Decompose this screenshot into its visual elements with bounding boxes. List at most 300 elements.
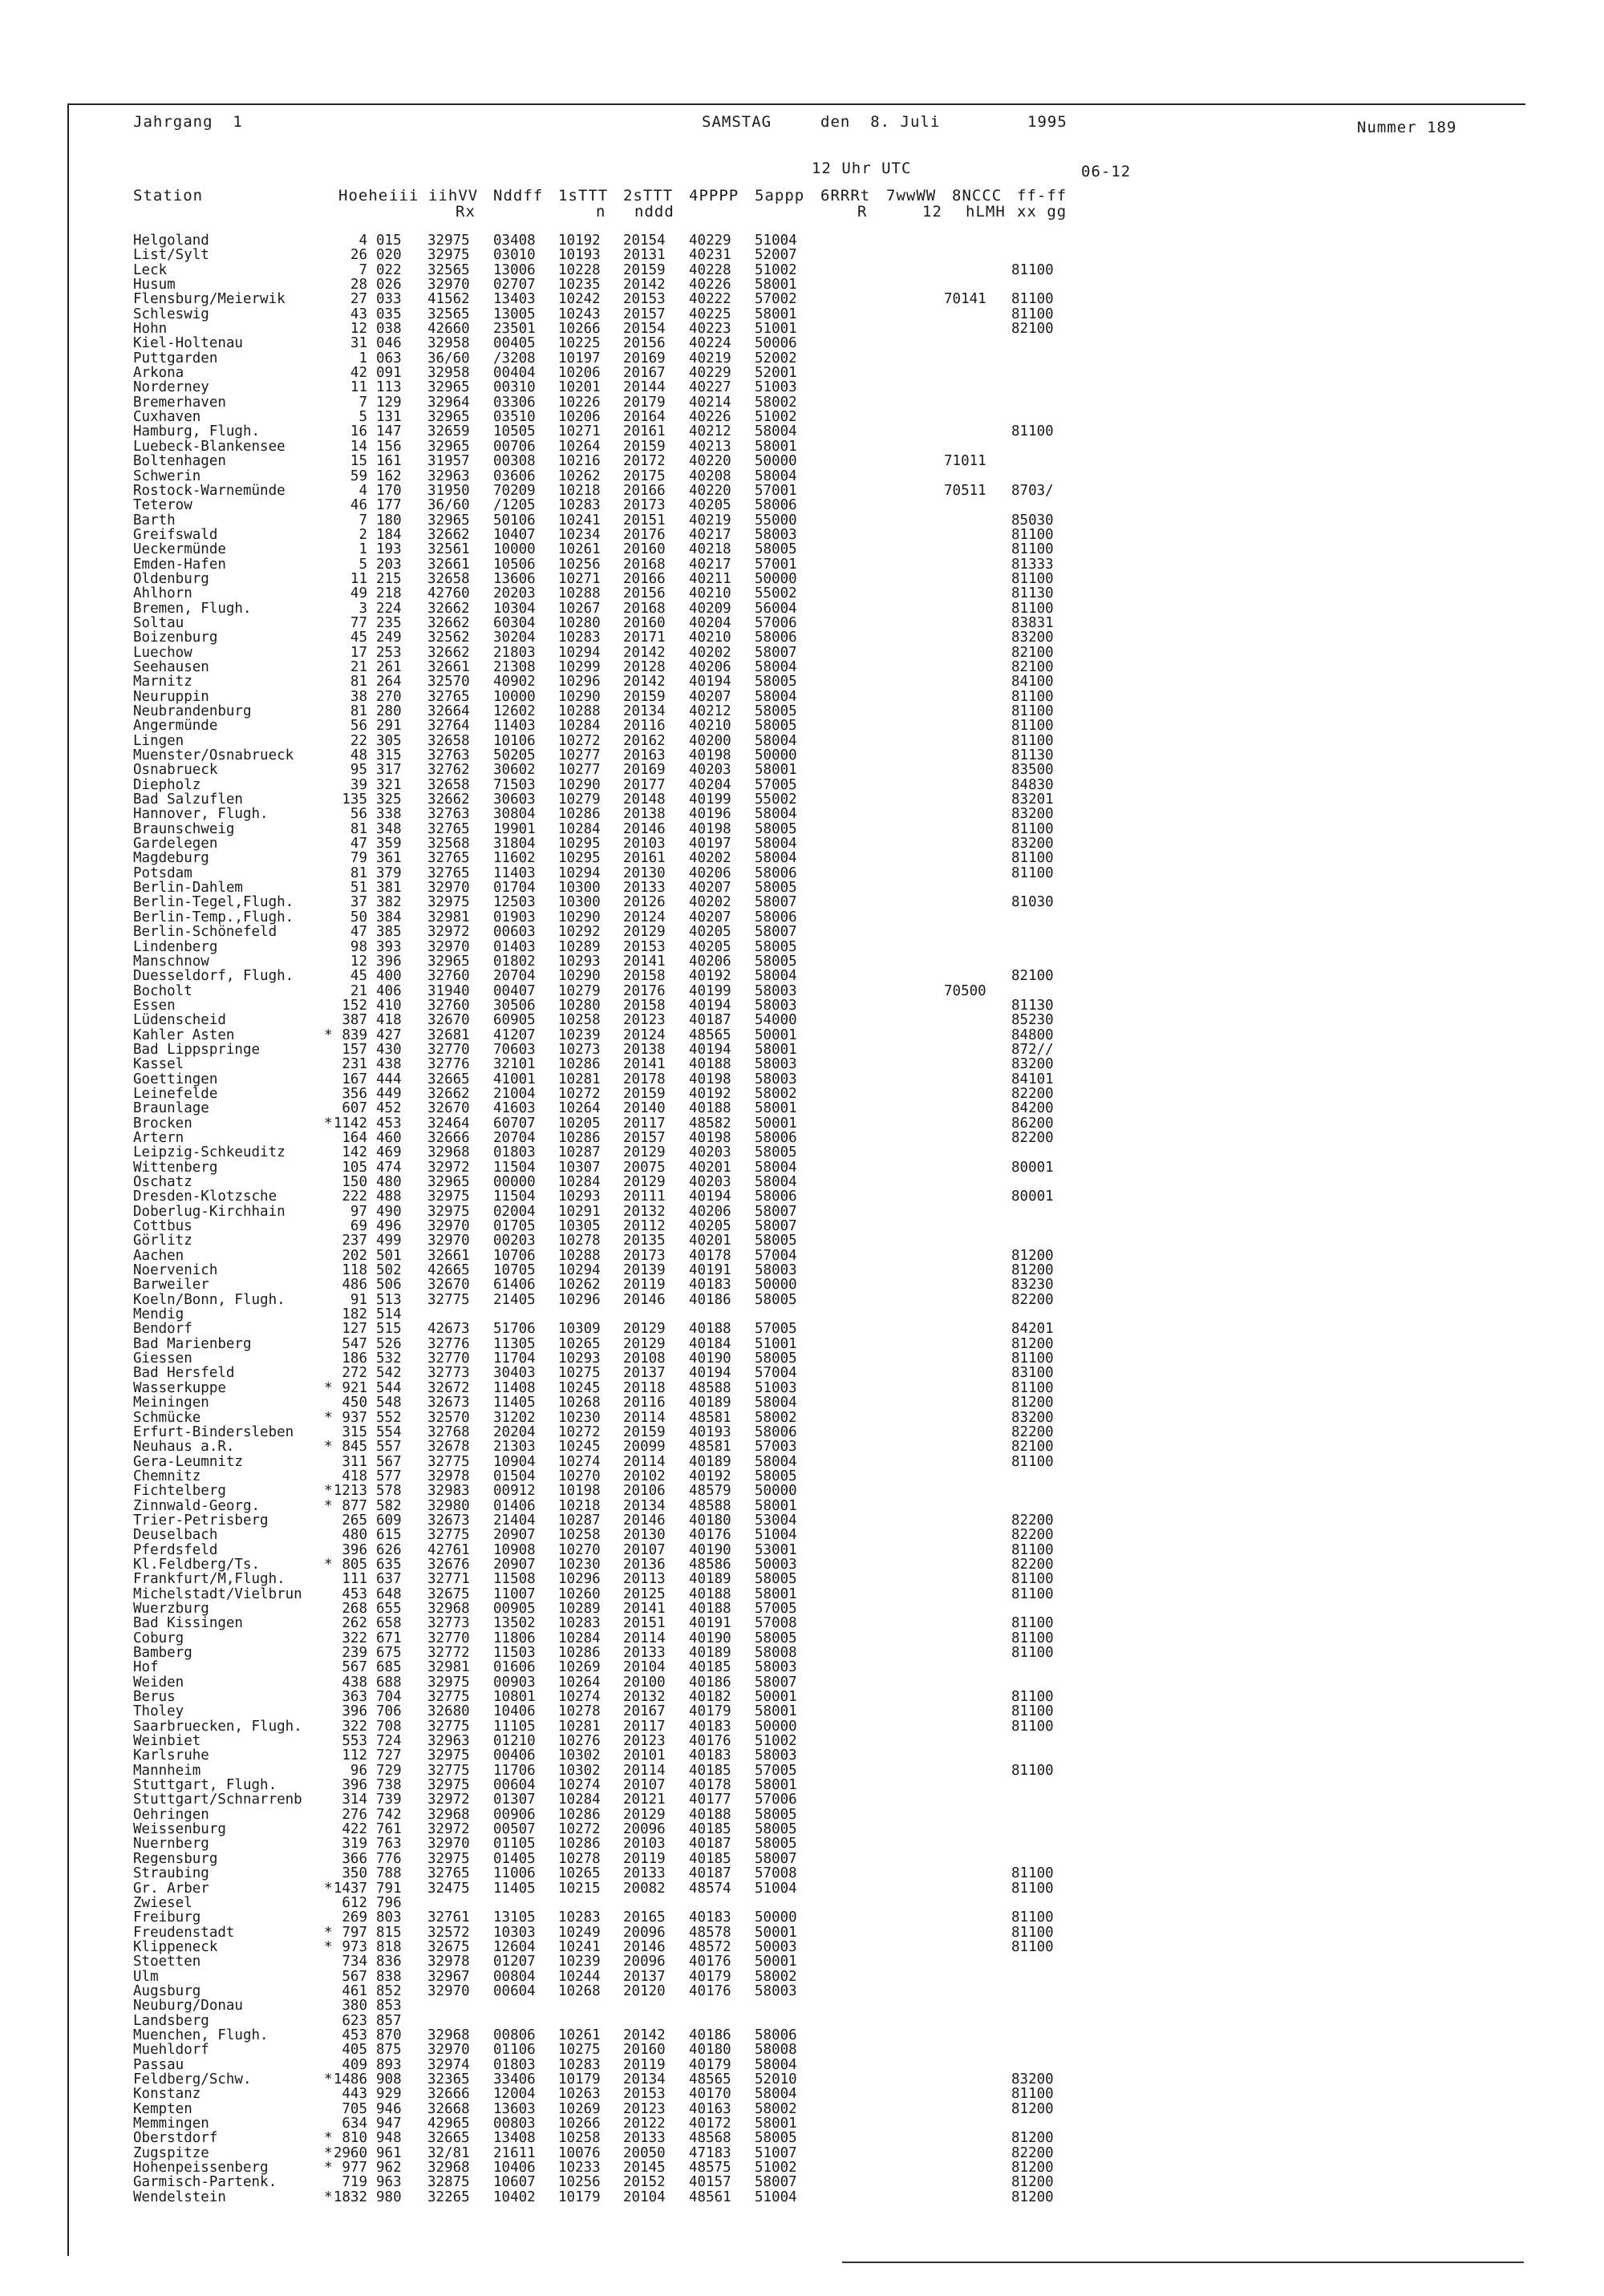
temp-2sttt: 20133	[623, 1645, 666, 1661]
temp-2sttt: 20165	[623, 1909, 666, 1926]
hoehe-value: 734	[342, 1954, 367, 1970]
temp-2sttt: 20114	[623, 1409, 666, 1426]
nddff-value: 32101	[493, 1056, 536, 1073]
station-name: Deuselbach	[133, 1527, 218, 1544]
temp-1sttt: 10241	[558, 1938, 601, 1955]
hoehe-value: 142	[342, 1144, 367, 1161]
clouds-8nccc: 81030	[1011, 894, 1054, 911]
pressure-4pppp: 40205	[689, 924, 731, 941]
pressure-4pppp: 40217	[689, 556, 731, 573]
station-name: Osnabrueck	[133, 762, 218, 779]
temp-2sttt: 20137	[623, 1968, 666, 1985]
temp-1sttt: 10258	[558, 1012, 601, 1029]
hoehe-value: 553	[342, 1733, 367, 1750]
hoehe-value: 453	[342, 1585, 367, 1602]
tendency-5appp: 58001	[755, 306, 797, 322]
station-name: Oehringen	[133, 1806, 209, 1823]
nddff-value: 11105	[493, 1718, 536, 1735]
temp-2sttt: 20142	[623, 277, 666, 294]
tendency-5appp: 58001	[755, 1497, 797, 1514]
nddff-value: 00000	[493, 1174, 536, 1190]
nddff-value: 00406	[493, 1747, 536, 1764]
temp-1sttt: 10216	[558, 453, 601, 470]
pressure-4pppp: 48578	[689, 1924, 731, 1941]
nddff-value: 12503	[493, 894, 536, 911]
nddff-value: 11405	[493, 1395, 536, 1411]
nddff-value: 21405	[493, 1291, 536, 1308]
temp-2sttt: 20157	[623, 1129, 666, 1146]
nddff-value: 00806	[493, 2027, 536, 2043]
hoehe-value: 977	[342, 2160, 367, 2177]
iihvv-value: 32968	[427, 1600, 470, 1617]
station-name: Potsdam	[133, 865, 192, 881]
hoehe-value: 4	[358, 482, 367, 499]
hoehe-value: 164	[342, 1129, 367, 1146]
pressure-4pppp: 40198	[689, 1071, 731, 1087]
station-number: 321	[376, 776, 402, 793]
clouds-8nccc: 81200	[1011, 2160, 1054, 2177]
pressure-4pppp: 40219	[689, 512, 731, 528]
temp-1sttt: 10300	[558, 880, 601, 897]
iihvv-value: 32570	[427, 1409, 470, 1426]
temp-2sttt: 20108	[623, 1350, 666, 1367]
temp-2sttt: 20171	[623, 630, 666, 646]
tendency-5appp: 50003	[755, 1938, 797, 1955]
station-name: Neuhaus a.R.	[133, 1439, 235, 1456]
station-name: Wittenberg	[133, 1159, 218, 1176]
pressure-4pppp: 40202	[689, 644, 731, 661]
hoehe-value: 810	[342, 2130, 367, 2147]
pressure-4pppp: 48581	[689, 1439, 731, 1456]
temp-2sttt: 20133	[623, 1865, 666, 1882]
temp-1sttt: 10278	[558, 1233, 601, 1249]
temp-1sttt: 10268	[558, 1395, 601, 1411]
station-name: Manschnow	[133, 953, 209, 970]
nddff-value: 12004	[493, 2086, 536, 2103]
pressure-4pppp: 40212	[689, 703, 731, 719]
station-name: Trier-Petrisberg	[133, 1512, 269, 1529]
tendency-5appp: 58005	[755, 718, 797, 735]
temp-2sttt: 20146	[623, 1291, 666, 1308]
nddff-value: 00603	[493, 924, 536, 941]
temp-1sttt: 10269	[558, 2100, 601, 2117]
temp-1sttt: 10281	[558, 1718, 601, 1735]
hoehe-value: 1486	[333, 2071, 367, 2087]
iihvv-value: 32983	[427, 1483, 470, 1500]
hoehe-value: 28	[350, 277, 367, 294]
temp-1sttt: 10268	[558, 1982, 601, 1999]
iihvv-value: 32775	[427, 1762, 470, 1779]
nddff-value: 10000	[493, 688, 536, 705]
hoehe-value: 272	[342, 1365, 367, 1382]
pressure-4pppp: 48568	[689, 2130, 731, 2147]
station-number: 385	[376, 924, 402, 941]
station-name: Koeln/Bonn, Flugh.	[133, 1291, 286, 1308]
hoehe-value: 21	[350, 982, 367, 999]
station-number: 803	[376, 1909, 402, 1926]
iihvv-value: 32972	[427, 924, 470, 941]
station-number: 382	[376, 894, 402, 911]
nddff-value: 01406	[493, 1497, 536, 1514]
temp-1sttt: 10286	[558, 1836, 601, 1853]
station-number: 501	[376, 1247, 402, 1264]
temp-1sttt: 10299	[558, 658, 601, 675]
hoehe-value: 797	[342, 1924, 367, 1941]
hoehe-value: 31	[350, 335, 367, 352]
station-name: Berlin-Schönefeld	[133, 924, 277, 941]
pressure-4pppp: 40210	[689, 585, 731, 602]
temp-2sttt: 20125	[623, 1585, 666, 1602]
hoehe-value: 1437	[333, 1880, 367, 1897]
iihvv-value: 32568	[427, 836, 470, 852]
pressure-4pppp: 40179	[689, 2056, 731, 2073]
clouds-8nccc: 83200	[1011, 2071, 1054, 2087]
tendency-5appp: 58004	[755, 688, 797, 705]
station-number: 253	[376, 644, 402, 661]
station-name: Landsberg	[133, 2012, 209, 2029]
clouds-8nccc: 81100	[1011, 703, 1054, 719]
clouds-8nccc: 8703/	[1011, 482, 1054, 499]
tendency-5appp: 57001	[755, 482, 797, 499]
iihvv-value: 32970	[427, 1218, 470, 1235]
temp-2sttt: 20121	[623, 1792, 666, 1808]
nddff-value: 19901	[493, 820, 536, 837]
nddff-value: 11403	[493, 865, 536, 881]
pressure-4pppp: 40176	[689, 1982, 731, 1999]
nddff-value: 01106	[493, 2042, 536, 2059]
nddff-value: 11403	[493, 718, 536, 735]
temp-1sttt: 10292	[558, 924, 601, 941]
clouds-8nccc: 83500	[1011, 762, 1054, 779]
hoehe-value: 268	[342, 1600, 367, 1617]
station-number: 727	[376, 1747, 402, 1764]
iihvv-value: 32561	[427, 541, 470, 558]
nddff-value: 21308	[493, 658, 536, 675]
sub-r: R	[857, 203, 868, 221]
iihvv-value: 32972	[427, 1821, 470, 1838]
temp-2sttt: 20133	[623, 2130, 666, 2147]
nddff-value: 03010	[493, 247, 536, 264]
mountain-marker: *	[324, 2160, 333, 2177]
iihvv-value: 32265	[427, 2189, 470, 2205]
pressure-4pppp: 48565	[689, 2071, 731, 2087]
clouds-8nccc: 83100	[1011, 1365, 1054, 1382]
temp-1sttt: 10280	[558, 997, 601, 1014]
weather-7wwww: 70511	[944, 482, 986, 499]
pressure-4pppp: 40186	[689, 2027, 731, 2043]
iihvv-value: 32972	[427, 1792, 470, 1808]
temp-1sttt: 10245	[558, 1439, 601, 1456]
station-number: 015	[376, 233, 402, 249]
nddff-value: 11408	[493, 1379, 536, 1396]
clouds-8nccc: 81100	[1011, 291, 1054, 308]
station-name: Artern	[133, 1129, 184, 1146]
temp-1sttt: 10283	[558, 1909, 601, 1926]
iihvv-value: 32662	[427, 1085, 470, 1102]
nddff-value: 00803	[493, 2116, 536, 2132]
station-name: Wuerzburg	[133, 1600, 209, 1617]
hoehe-value: 276	[342, 1806, 367, 1823]
hoehe-value: 135	[342, 792, 367, 808]
temp-1sttt: 10261	[558, 2027, 601, 2043]
nddff-value: 11806	[493, 1630, 536, 1646]
col-2sttt: 2sTTT	[623, 187, 674, 204]
station-number: 161	[376, 453, 402, 470]
hoehe-value: 17	[350, 644, 367, 661]
iihvv-value: 32676	[427, 1556, 470, 1573]
nddff-value: 12602	[493, 703, 536, 719]
station-number: 853	[376, 1998, 402, 2015]
station-number: 317	[376, 762, 402, 779]
hoehe-value: 81	[350, 674, 367, 690]
clouds-8nccc: 81200	[1011, 1262, 1054, 1279]
temp-2sttt: 20100	[623, 1674, 666, 1691]
nddff-value: 02707	[493, 277, 536, 294]
pressure-4pppp: 40186	[689, 1674, 731, 1691]
pressure-4pppp: 40189	[689, 1453, 731, 1470]
nddff-value: 11503	[493, 1645, 536, 1661]
hoehe-value: 202	[342, 1247, 367, 1264]
mountain-marker: *	[324, 1497, 333, 1514]
iihvv-value: 32572	[427, 1924, 470, 1941]
clouds-8nccc: 82200	[1011, 2144, 1054, 2161]
iihvv-value: 32963	[427, 468, 470, 484]
col-ff: ff-ff	[1017, 187, 1067, 204]
station-number: 514	[376, 1306, 402, 1323]
temp-1sttt: 10288	[558, 703, 601, 719]
iihvv-value: 32975	[427, 1850, 470, 1867]
iihvv-value: 32763	[427, 747, 470, 764]
pressure-4pppp: 40203	[689, 1174, 731, 1190]
nddff-value: 11504	[493, 1159, 536, 1176]
station-name: Marnitz	[133, 674, 192, 690]
iihvv-value: 32975	[427, 1188, 470, 1205]
station-name: Pferdsfeld	[133, 1541, 218, 1558]
nddff-value: 00404	[493, 365, 536, 382]
hoehe-value: 45	[350, 968, 367, 985]
iihvv-value: 32661	[427, 556, 470, 573]
tendency-5appp: 50001	[755, 1689, 797, 1706]
temp-2sttt: 20075	[623, 1159, 666, 1176]
pressure-4pppp: 40219	[689, 350, 731, 366]
station-number: 063	[376, 350, 402, 366]
issue-number: Nummer 189	[1357, 119, 1457, 136]
iihvv-value: 31957	[427, 453, 470, 470]
pressure-4pppp: 40185	[689, 1659, 731, 1676]
hoehe-value: 405	[342, 2042, 367, 2059]
iihvv-value: 32678	[427, 1439, 470, 1456]
sub-xxgg: xx gg	[1017, 203, 1067, 221]
station-name: Karlsruhe	[133, 1747, 209, 1764]
nddff-value: 11007	[493, 1585, 536, 1602]
hoehe-value: 49	[350, 585, 367, 602]
tendency-5appp: 57005	[755, 1321, 797, 1338]
station-number: 379	[376, 865, 402, 881]
hoehe-value: 396	[342, 1777, 367, 1794]
clouds-8nccc: 82100	[1011, 658, 1054, 675]
clouds-8nccc: 81100	[1011, 1615, 1054, 1632]
nddff-value: 01504	[493, 1468, 536, 1484]
clouds-8nccc: 81100	[1011, 1880, 1054, 1897]
temp-1sttt: 10192	[558, 233, 601, 249]
iihvv-value: 32975	[427, 233, 470, 249]
hoehe-value: 157	[342, 1041, 367, 1058]
tendency-5appp: 58004	[755, 658, 797, 675]
clouds-8nccc: 81100	[1011, 570, 1054, 587]
temp-1sttt: 10300	[558, 894, 601, 911]
station-number: 177	[376, 497, 402, 514]
clouds-8nccc: 872//	[1011, 1041, 1054, 1058]
hoehe-value: 38	[350, 688, 367, 705]
station-name: Zwiesel	[133, 1894, 192, 1911]
iihvv-value: 32662	[427, 644, 470, 661]
temp-2sttt: 20151	[623, 1615, 666, 1632]
temp-2sttt: 20176	[623, 982, 666, 999]
temp-1sttt: 10286	[558, 1056, 601, 1073]
pressure-4pppp: 40192	[689, 1468, 731, 1484]
clouds-8nccc: 84830	[1011, 776, 1054, 793]
pressure-4pppp: 40187	[689, 1865, 731, 1882]
col-6rrrt: 6RRRt	[820, 187, 871, 204]
pressure-4pppp: 40217	[689, 526, 731, 543]
temp-2sttt: 20107	[623, 1777, 666, 1794]
pressure-4pppp: 40190	[689, 1541, 731, 1558]
station-number: 453	[376, 1115, 402, 1132]
temp-1sttt: 10262	[558, 1277, 601, 1294]
weekday: SAMSTAG	[702, 113, 772, 131]
station-name: Passau	[133, 2056, 184, 2073]
iihvv-value: 32964	[427, 394, 470, 411]
temp-2sttt: 20130	[623, 865, 666, 881]
station-number: 548	[376, 1395, 402, 1411]
iihvv-value: 32773	[427, 1615, 470, 1632]
temp-1sttt: 10283	[558, 2056, 601, 2073]
station-number: 396	[376, 953, 402, 970]
station-number: 469	[376, 1144, 402, 1161]
nddff-value: 21404	[493, 1512, 536, 1529]
station-name: Freiburg	[133, 1909, 201, 1926]
iihvv-value: 32664	[427, 703, 470, 719]
station-number: 325	[376, 792, 402, 808]
hoehe-value: 127	[342, 1321, 367, 1338]
tendency-5appp: 58005	[755, 1630, 797, 1646]
clouds-8nccc: 81100	[1011, 1379, 1054, 1396]
temp-1sttt: 10206	[558, 409, 601, 426]
station-number: 430	[376, 1041, 402, 1058]
station-name: Bad Hersfeld	[133, 1365, 235, 1382]
mountain-marker: *	[324, 1409, 333, 1426]
temp-2sttt: 20104	[623, 2189, 666, 2205]
hoehe-value: 11	[350, 570, 367, 587]
pressure-4pppp: 48574	[689, 1880, 731, 1897]
tendency-5appp: 58007	[755, 894, 797, 911]
temp-2sttt: 20139	[623, 1262, 666, 1279]
temp-2sttt: 20129	[623, 1174, 666, 1190]
temp-2sttt: 20177	[623, 776, 666, 793]
temp-2sttt: 20132	[623, 1203, 666, 1220]
tendency-5appp: 58001	[755, 1041, 797, 1058]
temp-2sttt: 20166	[623, 570, 666, 587]
station-name: Weinbiet	[133, 1733, 201, 1750]
station-name: Augsburg	[133, 1982, 201, 1999]
iihvv-value: 32775	[427, 1291, 470, 1308]
pressure-4pppp: 40170	[689, 2086, 731, 2103]
station-name: Fichtelberg	[133, 1483, 226, 1500]
iihvv-value: 32680	[427, 1703, 470, 1720]
tendency-5appp: 58004	[755, 732, 797, 749]
station-number: 567	[376, 1453, 402, 1470]
clouds-8nccc: 81100	[1011, 1703, 1054, 1720]
temp-1sttt: 10287	[558, 1512, 601, 1529]
pressure-4pppp: 40187	[689, 1836, 731, 1853]
temp-2sttt: 20141	[623, 953, 666, 970]
station-name: Memmingen	[133, 2116, 209, 2132]
temp-1sttt: 10263	[558, 2086, 601, 2103]
nddff-value: 33406	[493, 2071, 536, 2087]
nddff-value: 11706	[493, 1762, 536, 1779]
station-name: Neuburg/Donau	[133, 1998, 243, 2015]
clouds-8nccc: 81100	[1011, 1762, 1054, 1779]
tendency-5appp: 58006	[755, 1423, 797, 1440]
temp-1sttt: 10288	[558, 585, 601, 602]
temp-2sttt: 20175	[623, 468, 666, 484]
temp-1sttt: 10260	[558, 1585, 601, 1602]
temp-2sttt: 20082	[623, 1880, 666, 1897]
station-number: 908	[376, 2071, 402, 2087]
temp-1sttt: 10264	[558, 1674, 601, 1691]
iihvv-value: 32968	[427, 1144, 470, 1161]
pressure-4pppp: 40188	[689, 1806, 731, 1823]
station-number: 852	[376, 1982, 402, 1999]
iihvv-value: 42660	[427, 321, 470, 338]
station-number: 609	[376, 1512, 402, 1529]
hoehe-value: 12	[350, 953, 367, 970]
hoehe-value: 46	[350, 497, 367, 514]
pressure-4pppp: 40192	[689, 1085, 731, 1102]
hoehe-value: 315	[342, 1423, 367, 1440]
station-number: 947	[376, 2116, 402, 2132]
iihvv-value: 32965	[427, 438, 470, 455]
nddff-value: 00203	[493, 1233, 536, 1249]
iihvv-value: 32975	[427, 247, 470, 264]
pressure-4pppp: 40202	[689, 894, 731, 911]
iihvv-value: 32765	[427, 688, 470, 705]
temp-1sttt: 10281	[558, 1071, 601, 1087]
hoehe-value: 877	[342, 1497, 367, 1514]
station-name: Berlin-Temp.,Flugh.	[133, 909, 294, 925]
clouds-8nccc: 83200	[1011, 836, 1054, 852]
temp-1sttt: 10296	[558, 1291, 601, 1308]
station-number: 724	[376, 1733, 402, 1750]
temp-2sttt: 20161	[623, 423, 666, 440]
tendency-5appp: 58005	[755, 2130, 797, 2147]
temp-2sttt: 20168	[623, 600, 666, 617]
clouds-8nccc: 86200	[1011, 1115, 1054, 1132]
station-name: Feldberg/Schw.	[133, 2071, 252, 2087]
col-7wwww: 7wwWW	[886, 187, 937, 204]
station-number: 875	[376, 2042, 402, 2059]
temp-2sttt: 20129	[623, 1806, 666, 1823]
iihvv-value: 32958	[427, 365, 470, 382]
station-number: 410	[376, 997, 402, 1014]
temp-2sttt: 20156	[623, 335, 666, 352]
iihvv-value: 32965	[427, 512, 470, 528]
iihvv-value: 32773	[427, 1365, 470, 1382]
tendency-5appp: 57001	[755, 556, 797, 573]
temp-2sttt: 20106	[623, 1483, 666, 1500]
hoehe-value: 363	[342, 1689, 367, 1706]
tendency-5appp: 51007	[755, 2144, 797, 2161]
